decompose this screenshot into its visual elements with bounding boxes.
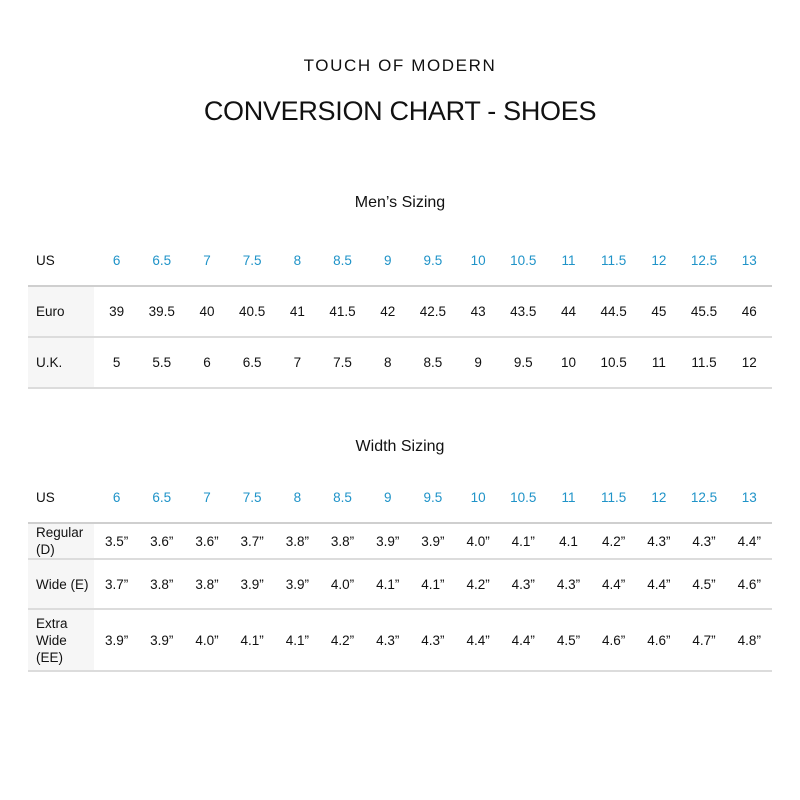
size-cell: 5: [94, 337, 139, 388]
size-cell: 4.4”: [501, 609, 546, 671]
size-cell: 3.8”: [275, 523, 320, 559]
size-cell: 3.9”: [94, 609, 139, 671]
table-row: [28, 337, 772, 388]
size-cell: 11.5: [681, 337, 726, 388]
mens-sizing-title: Men’s Sizing: [354, 194, 446, 211]
size-cell: 3.9”: [410, 523, 455, 559]
row-label: Extra Wide (EE): [28, 609, 94, 671]
size-cell: 43: [456, 286, 501, 337]
size-cell: 7.5: [320, 337, 365, 388]
us-size-cell: 8.5: [320, 235, 365, 286]
us-size-cell: 12.5: [681, 472, 726, 523]
us-size-cell: 9: [365, 472, 410, 523]
row-label: Wide (E): [28, 559, 94, 609]
us-size-row: [28, 472, 772, 523]
size-cell: 4.5”: [681, 559, 726, 609]
table-row: [28, 559, 772, 609]
size-cell: 3.9”: [365, 523, 410, 559]
size-cell: 4.2”: [591, 523, 636, 559]
row-label: US: [28, 472, 94, 523]
size-cell: 4.1”: [275, 609, 320, 671]
size-cell: 41.5: [320, 286, 365, 337]
size-cell: 4.0”: [184, 609, 229, 671]
us-size-cell: 10.5: [501, 235, 546, 286]
us-size-cell: 13: [727, 472, 772, 523]
us-size-cell: 8: [275, 472, 320, 523]
us-size-cell: 10: [456, 235, 501, 286]
us-size-cell: 13: [727, 235, 772, 286]
size-cell: 4.6”: [727, 559, 772, 609]
size-cell: 4.3”: [410, 609, 455, 671]
size-cell: 4.0”: [456, 523, 501, 559]
brand-logo-text: TOUCH OF MODERN: [303, 56, 497, 75]
table-row: [28, 609, 772, 671]
size-cell: 3.5”: [94, 523, 139, 559]
us-size-cell: 7.5: [230, 472, 275, 523]
mens-sizing-table: [28, 235, 772, 389]
size-cell: 4.6”: [591, 609, 636, 671]
size-cell: 4.4”: [456, 609, 501, 671]
size-cell: 39.5: [139, 286, 184, 337]
size-cell: 4.3”: [636, 523, 681, 559]
size-cell: 9.5: [501, 337, 546, 388]
size-cell: 46: [727, 286, 772, 337]
size-cell: 4.8”: [727, 609, 772, 671]
size-cell: 4.4”: [636, 559, 681, 609]
us-size-cell: 12: [636, 235, 681, 286]
size-cell: 42.5: [410, 286, 455, 337]
size-cell: 4.4”: [727, 523, 772, 559]
width-sizing-title: Width Sizing: [355, 438, 445, 455]
size-cell: 4.3”: [501, 559, 546, 609]
size-cell: 4.3”: [546, 559, 591, 609]
us-size-cell: 6.5: [139, 472, 184, 523]
size-cell: 44.5: [591, 286, 636, 337]
us-size-cell: 7: [184, 472, 229, 523]
size-cell: 44: [546, 286, 591, 337]
size-cell: 43.5: [501, 286, 546, 337]
size-cell: 40: [184, 286, 229, 337]
size-cell: 4.0”: [320, 559, 365, 609]
size-cell: 45.5: [681, 286, 726, 337]
us-size-cell: 6: [94, 235, 139, 286]
size-cell: 39: [94, 286, 139, 337]
size-cell: 3.9”: [230, 559, 275, 609]
size-cell: 4.4”: [591, 559, 636, 609]
size-cell: 45: [636, 286, 681, 337]
us-size-cell: 11: [546, 235, 591, 286]
size-cell: 8: [365, 337, 410, 388]
us-size-cell: 12.5: [681, 235, 726, 286]
us-size-cell: 7: [184, 235, 229, 286]
width-sizing-table: [28, 472, 772, 672]
size-cell: 3.7”: [230, 523, 275, 559]
size-cell: 4.6”: [636, 609, 681, 671]
us-size-cell: 9: [365, 235, 410, 286]
size-cell: 4.1”: [501, 523, 546, 559]
size-cell: 3.8”: [184, 559, 229, 609]
us-size-cell: 9.5: [410, 472, 455, 523]
us-size-cell: 11: [546, 472, 591, 523]
size-cell: 3.9”: [275, 559, 320, 609]
size-cell: 11: [636, 337, 681, 388]
size-cell: 8.5: [410, 337, 455, 388]
size-cell: 40.5: [230, 286, 275, 337]
us-size-cell: 9.5: [410, 235, 455, 286]
us-size-cell: 10: [456, 472, 501, 523]
size-cell: 4.1: [546, 523, 591, 559]
page-title: CONVERSION CHART - SHOES: [203, 96, 597, 126]
size-cell: 41: [275, 286, 320, 337]
size-cell: 6.5: [230, 337, 275, 388]
row-label: U.K.: [28, 337, 94, 388]
row-label: Regular (D): [28, 523, 94, 559]
size-cell: 4.1”: [230, 609, 275, 671]
row-label: US: [28, 235, 94, 286]
size-cell: 3.9”: [139, 609, 184, 671]
size-cell: 4.1”: [365, 559, 410, 609]
us-size-cell: 8: [275, 235, 320, 286]
size-cell: 42: [365, 286, 410, 337]
size-cell: 4.5”: [546, 609, 591, 671]
size-cell: 3.8”: [139, 559, 184, 609]
size-cell: 6: [184, 337, 229, 388]
size-cell: 3.6”: [184, 523, 229, 559]
size-cell: 4.7”: [681, 609, 726, 671]
size-cell: 4.2”: [456, 559, 501, 609]
table-row: [28, 523, 772, 559]
us-size-cell: 11.5: [591, 472, 636, 523]
size-cell: 3.6”: [139, 523, 184, 559]
size-cell: 7: [275, 337, 320, 388]
size-cell: 3.8”: [320, 523, 365, 559]
size-cell: 4.3”: [365, 609, 410, 671]
size-cell: 5.5: [139, 337, 184, 388]
size-cell: 10.5: [591, 337, 636, 388]
us-size-cell: 6.5: [139, 235, 184, 286]
us-size-cell: 11.5: [591, 235, 636, 286]
size-cell: 10: [546, 337, 591, 388]
us-size-cell: 7.5: [230, 235, 275, 286]
size-cell: 9: [456, 337, 501, 388]
row-label: Euro: [28, 286, 94, 337]
size-cell: 12: [727, 337, 772, 388]
size-cell: 4.2”: [320, 609, 365, 671]
us-size-row: [28, 235, 772, 286]
us-size-cell: 12: [636, 472, 681, 523]
size-cell: 3.7”: [94, 559, 139, 609]
size-cell: 4.3”: [681, 523, 726, 559]
us-size-cell: 10.5: [501, 472, 546, 523]
us-size-cell: 8.5: [320, 472, 365, 523]
table-row: [28, 286, 772, 337]
size-cell: 4.1”: [410, 559, 455, 609]
us-size-cell: 6: [94, 472, 139, 523]
